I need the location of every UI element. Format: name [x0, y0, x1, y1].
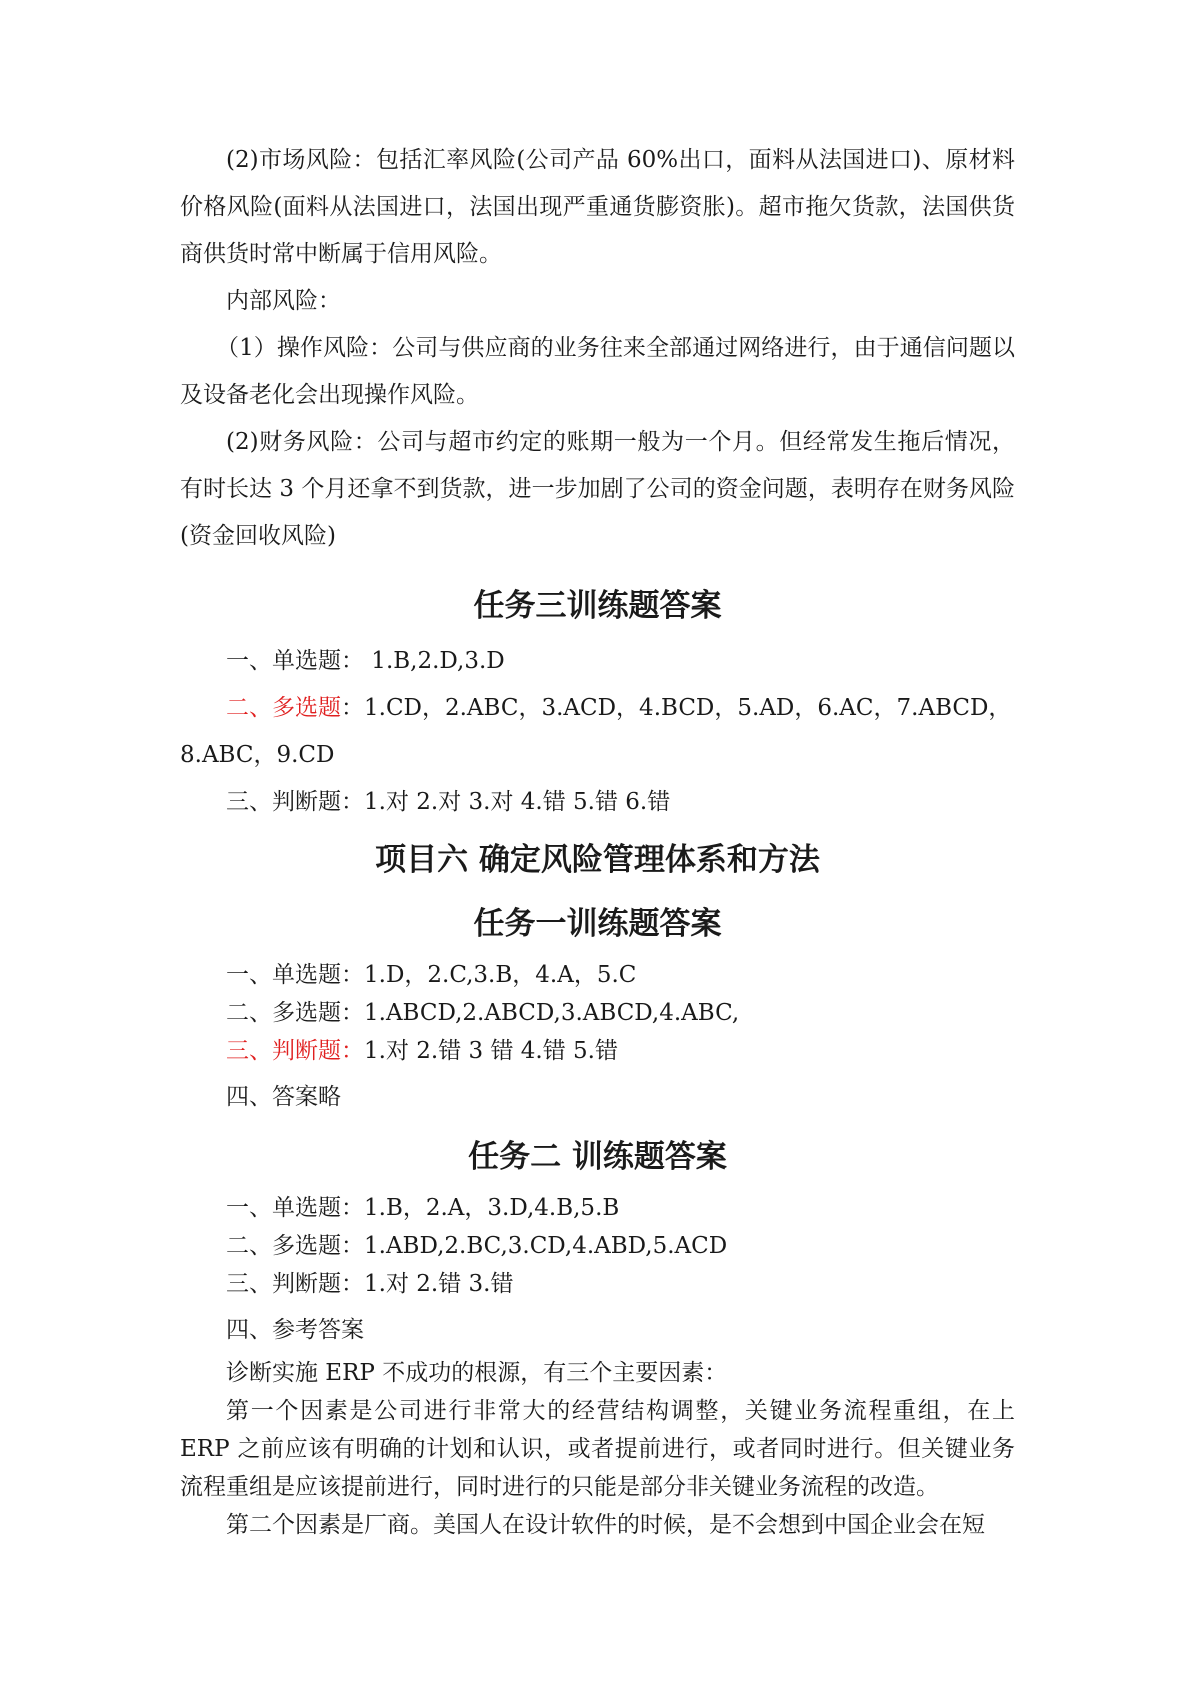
task3-multi-answers: ：1.CD，2.ABC，3.ACD，4.BCD，5.AD，6.AC，7.ABCD，8.ABC，9.CD — [180, 695, 1012, 768]
market-risk-paragraph: (2)市场风险：包括汇率风险(公司产品 60%出口，面料从法国进口)、原材料价格风险(面料从法国进口，法国出现严重通货膨资胀)。超市拖欠货款，法国供货商供货时常中断属于信用风险。 — [180, 147, 1015, 267]
task1-multi-choice: 二、多选题：1.ABCD,2.ABCD,3.ABCD,4.ABC, — [226, 1000, 740, 1026]
finance-risk-paragraph: (2)财务风险：公司与超市约定的账期一般为一个月。但经常发生拖后情况，有时长达 3 个月还拿不到货款，进一步加剧了公司的资金问题，表明存在财务风险(资金回收风险) — [180, 429, 1015, 549]
task3-judge: 三、判断题：1.对 2.对 3.对 4.错 5.错 6.错 — [226, 789, 671, 815]
task1-judge-answers: 1.对 2.错 3 错 4.错 5.错 — [364, 1038, 618, 1064]
task1-fourth: 四、答案略 — [226, 1084, 341, 1110]
task2-judge: 三、判断题：1.对 2.错 3.错 — [226, 1271, 514, 1297]
task3-single-label: 一、单选题： — [226, 648, 364, 674]
document-body — [180, 0, 1015, 1544]
task3-title: 任务三训练题答案 — [473, 588, 722, 624]
task2-diagnosis: 诊断实施 ERP 不成功的根源，有三个主要因素： — [226, 1360, 728, 1386]
task2-multi-choice: 二、多选题：1.ABD,2.BC,3.CD,4.ABD,5.ACD — [226, 1233, 728, 1259]
task2-factor-1: 第一个因素是公司进行非常大的经营结构调整，关键业务流程重组，在上 ERP 之前应该有明确的计划和认识，或者提前进行，或者同时进行。但关键业务流程重组是应该提前进行，同时进行的只能是部分非关键业务流程的改造。 — [180, 1398, 1015, 1500]
task2-single-choice: 一、单选题：1.B，2.A，3.D,4.B,5.B — [226, 1195, 620, 1221]
internal-risk-heading: 内部风险： — [226, 288, 341, 314]
task3-multi-label: 二、多选题 — [226, 695, 341, 721]
task1-single-choice: 一、单选题：1.D，2.C,3.B，4.A，5.C — [226, 962, 637, 988]
project6-title: 项目六 确定风险管理体系和方法 — [375, 842, 820, 878]
task3-multi-choice — [180, 685, 1015, 779]
task3-single-choice — [180, 638, 1015, 685]
task3-single-answers: 1.B,2.D,3.D — [364, 648, 505, 674]
task1-title: 任务一训练题答案 — [473, 906, 722, 942]
task2-fourth: 四、参考答案 — [226, 1317, 364, 1343]
task2-title: 任务二 训练题答案 — [468, 1139, 727, 1175]
task1-judge-label: 三、判断题： — [226, 1038, 364, 1064]
task1-judge — [180, 1032, 1015, 1070]
operation-risk-paragraph: （1）操作风险：公司与供应商的业务往来全部通过网络进行，由于通信问题以及设备老化会出现操作风险。 — [180, 335, 1015, 408]
task2-factor-2: 第二个因素是厂商。美国人在设计软件的时候，是不会想到中国企业会在短 — [226, 1512, 985, 1538]
